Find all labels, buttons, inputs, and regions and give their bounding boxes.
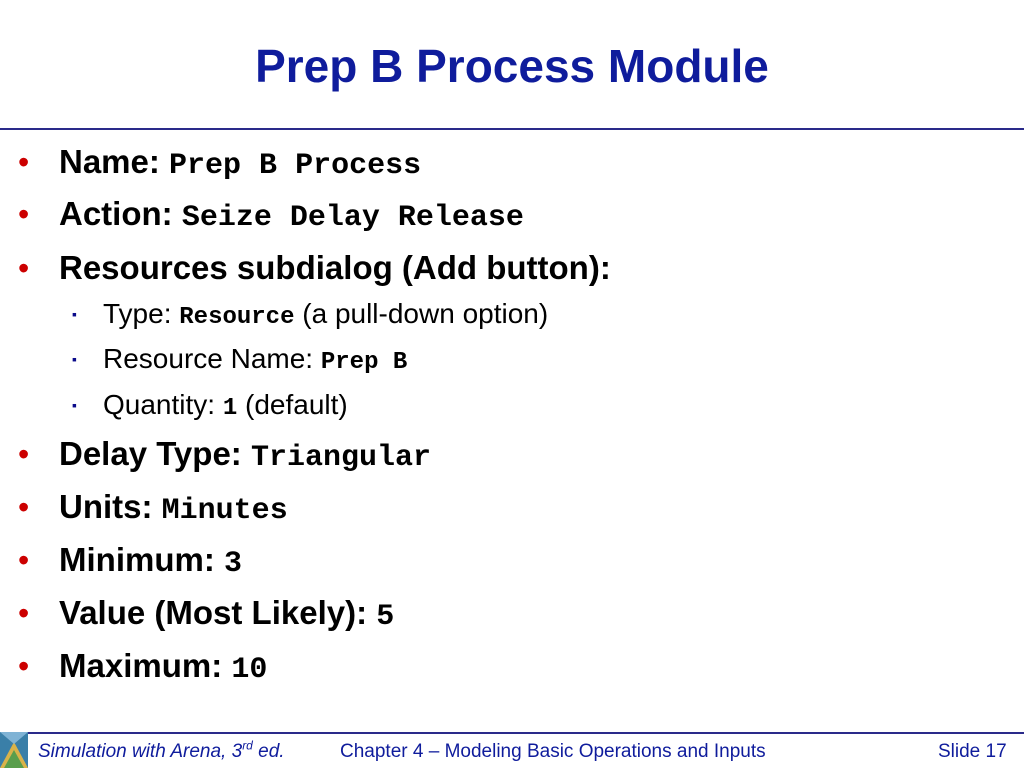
bullet-value: 5 (376, 600, 395, 634)
bullet-value: 10 (231, 653, 268, 687)
bullet-icon: • (18, 542, 30, 578)
bullet-label: Name: (59, 143, 160, 180)
sub-bullet-label: Resource Name: (103, 343, 314, 374)
bullet-icon: • (18, 144, 30, 180)
sub-bullet-value: Resource (179, 304, 295, 331)
sub-bullet-note: (default) (245, 389, 348, 420)
sub-bullet-value: Prep B (320, 349, 408, 376)
bullet-value: Prep B Process (169, 149, 422, 183)
bullet-label: Minimum: (59, 541, 215, 578)
square-bullet-icon: ▪ (72, 351, 77, 367)
bullet-label: Delay Type: (59, 435, 242, 472)
bullet-icon: • (18, 489, 30, 525)
bullet-label: Action: (59, 195, 173, 232)
slide-title: Prep B Process Module (255, 40, 769, 92)
bullet-value: Seize Delay Release (181, 201, 524, 235)
bullet-value: Triangular (250, 441, 431, 475)
title-divider (0, 128, 1024, 130)
footer-book-title: Simulation with Arena, 3rd ed. (38, 738, 285, 762)
bullet-icon: • (18, 250, 30, 286)
footer-slide-number: Slide 17 (938, 741, 1007, 762)
bullet-value: Minutes (161, 494, 288, 528)
sub-bullet-label: Quantity: (103, 389, 216, 420)
sub-bullet-label: Type: (103, 298, 172, 329)
bullet-label: Resources subdialog (Add button): (59, 249, 611, 286)
bullet-icon: • (18, 648, 30, 684)
bullet-icon: • (18, 436, 30, 472)
footer-divider (28, 732, 1024, 734)
bullet-icon: • (18, 595, 30, 631)
square-bullet-icon: ▪ (72, 306, 77, 322)
sub-bullet-value: 1 (222, 395, 238, 422)
sub-bullet-note: (a pull-down option) (302, 298, 549, 329)
footer-chapter: Chapter 4 – Modeling Basic Operations and Inputs (340, 741, 766, 762)
bullet-label: Value (Most Likely): (59, 594, 368, 631)
bullet-value: 3 (224, 547, 243, 581)
square-bullet-icon: ▪ (72, 397, 77, 413)
arena-logo-icon (0, 732, 28, 768)
bullet-label: Maximum: (59, 647, 223, 684)
bullet-label: Units: (59, 488, 153, 525)
bullet-icon: • (18, 196, 30, 232)
